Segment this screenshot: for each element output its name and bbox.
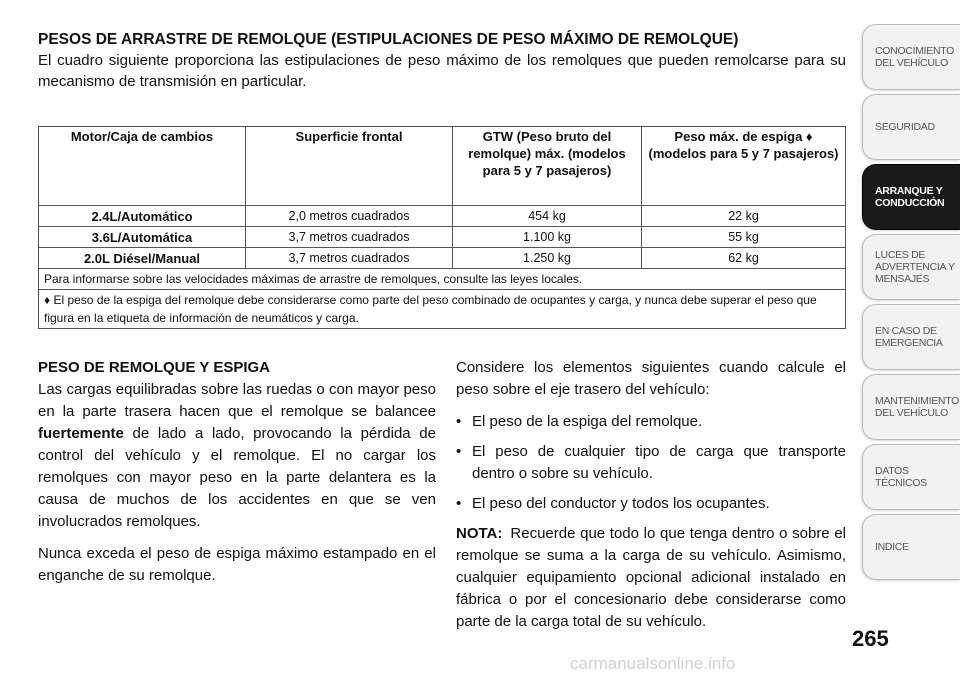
header-engine: Motor/Caja de cambios bbox=[39, 127, 246, 206]
row-engine: 3.6L/Automática bbox=[39, 227, 246, 248]
list-item bbox=[456, 411, 846, 433]
list-item bbox=[456, 441, 846, 485]
paragraph: Considere los elementos siguientes cuando calcule el peso sobre el eje trasero del vehículo: bbox=[456, 359, 846, 398]
watermark: carmanualsonline.info bbox=[570, 654, 736, 673]
bullet-icon: • bbox=[456, 413, 462, 430]
row-gtw: 1.250 kg bbox=[453, 248, 642, 269]
tab-seguridad[interactable]: SEGURIDAD bbox=[862, 94, 960, 160]
tab-datos-tecnicos[interactable]: DATOS TÉCNICOS bbox=[862, 444, 960, 510]
paragraph-text: de lado a lado, provocando la pérdida de control del vehículo y el remolque. El no cargar los remolques con mayor peso en la parte delantera es la causa de muchos de los accidentes en que se ven involucrados remolques. bbox=[38, 425, 436, 530]
header-frontal-area: Superficie frontal bbox=[246, 127, 453, 206]
table-row bbox=[39, 227, 846, 248]
list-item-text: El peso de cualquier tipo de carga que transporte dentro o sobre su vehículo. bbox=[472, 443, 846, 482]
list-item bbox=[456, 493, 846, 515]
table-note-row bbox=[39, 269, 846, 290]
row-engine: 2.0L Diésel/Manual bbox=[39, 248, 246, 269]
row-area: 2,0 metros cuadrados bbox=[246, 206, 453, 227]
note-label: NOTA: bbox=[456, 525, 503, 542]
note-paragraph bbox=[456, 523, 846, 633]
left-column bbox=[38, 357, 436, 597]
header-gtw: GTW (Peso bruto del remolque) máx. (modelos para 5 y 7 pasajeros) bbox=[453, 127, 642, 206]
towing-weight-table bbox=[38, 126, 846, 329]
table-note-row bbox=[39, 290, 846, 329]
subheading: PESO DE REMOLQUE Y ESPIGA bbox=[38, 359, 271, 376]
row-gtw: 454 kg bbox=[453, 206, 642, 227]
tab-luces-advertencia[interactable]: LUCES DE ADVERTENCIA Y MENSAJES bbox=[862, 234, 960, 300]
section-intro: El cuadro siguiente proporciona las estipulaciones de peso máximo de los remolques que pueden remolcarse para su mecanismo de transmisión en particular. bbox=[38, 52, 846, 90]
row-tongue: 55 kg bbox=[642, 227, 846, 248]
row-engine: 2.4L/Automático bbox=[39, 206, 246, 227]
row-area: 3,7 metros cuadrados bbox=[246, 227, 453, 248]
list-item-text: El peso del conductor y todos los ocupantes. bbox=[472, 495, 770, 512]
tab-indice[interactable]: INDICE bbox=[862, 514, 960, 580]
table-header-row bbox=[39, 127, 846, 206]
page-number: 265 bbox=[852, 626, 889, 651]
table-row bbox=[39, 206, 846, 227]
tab-mantenimiento[interactable]: MANTENIMIENTO DEL VEHÍCULO bbox=[862, 374, 960, 440]
row-gtw: 1.100 kg bbox=[453, 227, 642, 248]
header-tongue-weight: Peso máx. de espiga ♦ (modelos para 5 y 7 pasajeros) bbox=[642, 127, 846, 206]
row-tongue: 62 kg bbox=[642, 248, 846, 269]
tongue-weight-note: ♦ El peso de la espiga del remolque debe considerarse como parte del peso combinado de ocupantes y carga, y nunca debe superar el peso que figura en la etiqueta de información de neumáticos y carga. bbox=[39, 290, 846, 329]
paragraph bbox=[38, 379, 436, 533]
bullet-icon: • bbox=[456, 443, 462, 460]
table-row bbox=[39, 248, 846, 269]
tab-conocimiento-vehiculo[interactable]: CONOCIMIENTO DEL VEHÍCULO bbox=[862, 24, 960, 90]
right-column bbox=[456, 357, 846, 643]
paragraph: Nunca exceda el peso de espiga máximo estampado en el enganche de su remolque. bbox=[38, 545, 436, 584]
row-tongue: 22 kg bbox=[642, 206, 846, 227]
section-header bbox=[38, 30, 846, 92]
speed-note: Para informarse sobre las velocidades máximas de arrastre de remolques, consulte las leyes locales. bbox=[39, 269, 846, 290]
note-text: Recuerde que todo lo que tenga dentro o sobre el remolque se suma a la carga de su vehículo. Asimismo, cualquier equipamiento opcional adicional instalado en fábrica o por el concesionario debe considerarse como parte de la carga total de su vehículo. bbox=[456, 525, 846, 630]
tab-caso-emergencia[interactable]: EN CASO DE EMERGENCIA bbox=[862, 304, 960, 370]
list-item-text: El peso de la espiga del remolque. bbox=[472, 413, 703, 430]
bullet-icon: • bbox=[456, 495, 462, 512]
row-area: 3,7 metros cuadrados bbox=[246, 248, 453, 269]
emphasis-text: fuertemente bbox=[38, 425, 124, 442]
section-title: PESOS DE ARRASTRE DE REMOLQUE (ESTIPULACIONES DE PESO MÁXIMO DE REMOLQUE) bbox=[38, 31, 739, 48]
paragraph-text: Las cargas equilibradas sobre las ruedas o con mayor peso en la parte trasera hacen que el remolque se balancee bbox=[38, 381, 436, 420]
chapter-tabs bbox=[862, 24, 960, 584]
tab-arranque-conduccion[interactable]: ARRANQUE Y CONDUCCIÓN bbox=[862, 164, 960, 230]
